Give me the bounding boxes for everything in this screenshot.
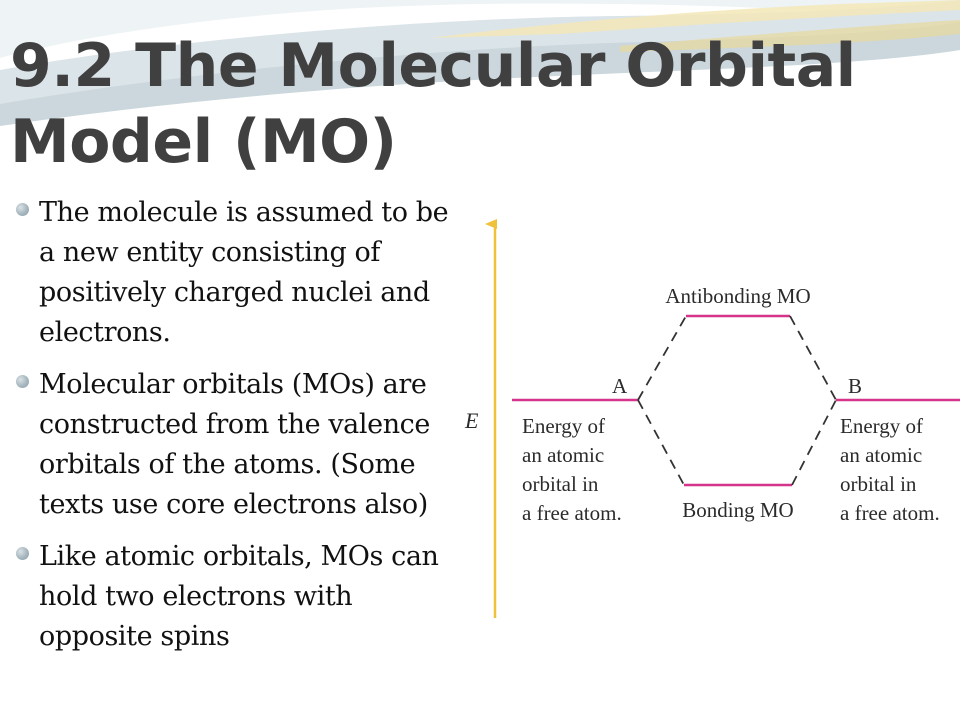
mo-energy-diagram (462, 210, 960, 625)
slide-title: 9.2 The Molecular Orbital Model (MO) (10, 31, 856, 177)
atom-a-desc-line: a free atom. (522, 501, 622, 525)
atom-b-desc-line: orbital in (840, 472, 917, 496)
bullet-dot-icon (16, 203, 29, 216)
antibonding-mo-label: Antibonding MO (665, 284, 811, 308)
energy-axis-label: E (465, 408, 479, 433)
atom-b-desc-line: a free atom. (840, 501, 940, 525)
bullet-list (16, 193, 466, 669)
atom-b-desc-line: an atomic (840, 443, 923, 467)
bullet-text: Like atomic orbitals, MOs can hold two electrons with opposite spins (39, 541, 439, 652)
atom-a-desc-line: orbital in (522, 472, 599, 496)
bonding-mo-label: Bonding MO (682, 498, 794, 522)
bullet-text: The molecule is assumed to be a new entity consisting of positively charged nuclei and electrons. (39, 197, 449, 348)
bullet-item (16, 193, 466, 353)
atom-a-desc-line: Energy of (522, 414, 606, 438)
bullet-dot-icon (16, 375, 29, 388)
bullet-item (16, 537, 466, 657)
atom-b-label: B (848, 374, 863, 398)
atom-a-desc-line: an atomic (522, 443, 605, 467)
bullet-item (16, 365, 466, 525)
atom-a-label: A (612, 374, 628, 398)
bullet-dot-icon (16, 547, 29, 560)
atom-b-desc-line: Energy of (840, 414, 924, 438)
bullet-text: Molecular orbitals (MOs) are constructed from the valence orbitals of the atoms. (Some texts use core electrons also) (39, 369, 430, 520)
